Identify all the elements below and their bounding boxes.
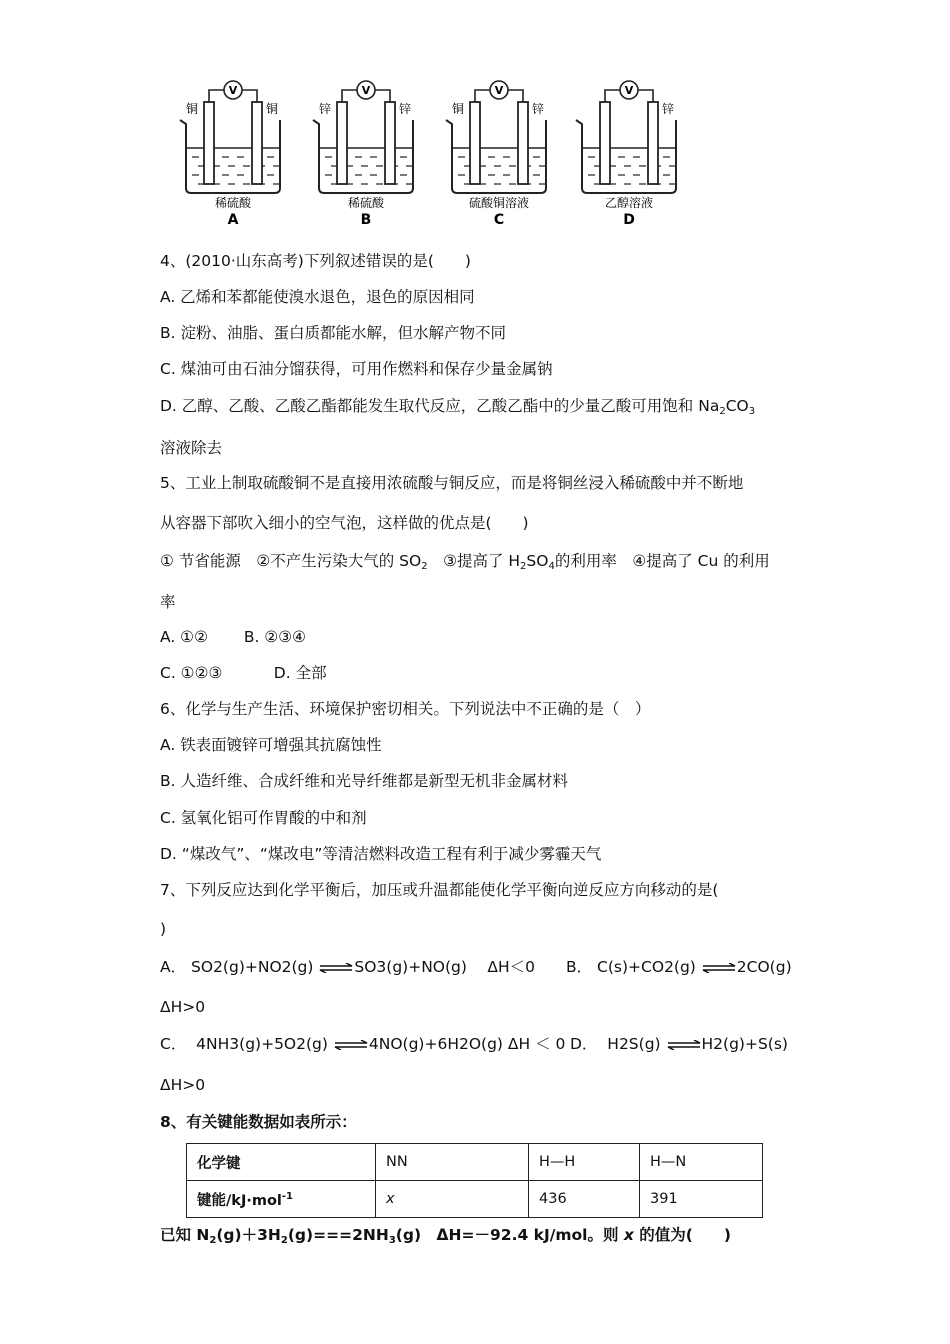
equilibrium-arrow (701, 963, 737, 973)
q7-option-d: D． H2S(g) H2(g)+S(s) (570, 1035, 788, 1053)
panel-letter: B (360, 212, 372, 228)
voltmeter-label: V (494, 84, 504, 97)
wire (475, 90, 490, 102)
panel-letter: D (623, 212, 635, 228)
table-cell: x (376, 1181, 529, 1218)
voltmeter-label: V (624, 84, 634, 97)
electrode-right (648, 102, 658, 184)
electrode-left (470, 102, 480, 184)
q5-options-ab: A. ①② B. ②③④ (160, 628, 307, 646)
q7-stem-line2: ) (160, 920, 167, 938)
q6-option-d: D. “煤改气”、“煤改电”等清洁燃料改造工程有利于减少雾霾天气 (160, 845, 602, 863)
solution-label: 稀硫酸 (214, 196, 252, 210)
q8-given: 已知 $N_2(g)+3H_2(g)===2NH_3(g)$ ΔH=－92.4 kJ/mol。则 x 的值为( ) (160, 1226, 731, 1246)
wire (605, 90, 620, 102)
panel-letter: A (227, 212, 239, 228)
q4-stem: 4、(2010·山东高考)下列叙述错误的是( ) (160, 252, 471, 270)
q6-stem: 6、化学与生产生活、环境保护密切相关。下列说法中不正确的是（ ） (160, 700, 651, 718)
cell-panel-b (313, 81, 413, 228)
table-cell: 391 (640, 1181, 763, 1218)
electrochemistry-figure (0, 0, 950, 235)
q7-option-b-dh: ΔH>0 (160, 998, 206, 1016)
electrode-right-label: 锌 (399, 102, 412, 116)
voltmeter-label: V (361, 84, 371, 97)
q5-options-cd: C. ①②③ D. 全部 (160, 664, 327, 682)
q6-option-a: A. 铁表面镀锌可增强其抗腐蚀性 (160, 736, 382, 754)
q6-option-c: C. 氢氧化铝可作胃酸的中和剂 (160, 809, 367, 827)
cell-panel-a (180, 81, 280, 228)
table-cell: 436 (529, 1181, 640, 1218)
q4-option-b: B. 淀粉、油脂、蛋白质都能水解，但水解产物不同 (160, 324, 506, 342)
electrode-right-label: 铜 (266, 102, 279, 116)
q7-option-c: C． 4NH3(g)+5O2(g) 4NO(g)+6H2O(g) ΔH ＜ 0 (160, 1035, 566, 1053)
wire (638, 90, 653, 102)
electrode-left-label: 铜 (186, 102, 199, 116)
q7-option-d-dh: ΔH>0 (160, 1076, 206, 1094)
q7-option-a: A． SO2(g)+NO2(g) SO3(g)+NO(g) ΔH＜0 (160, 958, 535, 976)
electrode-left-label: 铜 (452, 102, 465, 116)
equilibrium-arrow (333, 1040, 369, 1050)
solution-label: 乙醇溶液 (604, 196, 654, 210)
q5-stem-line2: 从容器下部吹入细小的空气泡，这样做的优点是( ) (160, 514, 529, 532)
q4-option-d-cont: 溶液除去 (160, 439, 223, 457)
q4-option-a: A. 乙烯和苯都能使溴水退色，退色的原因相同 (160, 288, 475, 306)
electrode-right (518, 102, 528, 184)
electrode-left-label: 锌 (319, 102, 332, 116)
cell-panel-c (446, 81, 546, 228)
q8-stem: 8、有关键能数据如表所示： (160, 1113, 357, 1131)
table-row-label: 键能/kJ·mol$^{-1}$ (187, 1181, 376, 1218)
solution-label: 稀硫酸 (347, 196, 385, 210)
electrode-right-label: 锌 (662, 102, 675, 116)
table-row (187, 1144, 763, 1181)
table-row (187, 1181, 763, 1218)
q4-option-d: D. 乙醇、乙酸、乙酸乙酯都能发生取代反应，乙酸乙酯中的少量乙酸可用饱和 $Na_2CO_3$ (160, 397, 756, 417)
q7-stem-line1: 7、下列反应达到化学平衡后，加压或升温都能使化学平衡向逆反应方向移动的是( (160, 881, 719, 899)
q4-option-c: C. 煤油可由石油分馏获得，可用作燃料和保存少量金属钠 (160, 360, 553, 378)
panel-letter: C (493, 212, 505, 228)
table-header-cell: NN (376, 1144, 529, 1181)
q5-choices-cont: 率 (160, 593, 176, 611)
cell-panel-d (576, 81, 676, 228)
electrode-right-label: 锌 (532, 102, 545, 116)
wire (342, 90, 357, 102)
electrode-left (337, 102, 347, 184)
table-header-cell: 化学键 (187, 1144, 376, 1181)
equilibrium-arrow (666, 1040, 702, 1050)
electrode-right (385, 102, 395, 184)
table-header-cell: H—N (640, 1144, 763, 1181)
q7-option-b: B． C(s)+CO2(g) 2CO(g) (566, 958, 792, 976)
bond-energy-table (186, 1143, 763, 1218)
q5-choices: ① 节省能源 ②不产生污染大气的 $SO_2$ ③提高了 $H_2SO_4$的利用率 ④提高了 Cu 的利用 (160, 552, 770, 572)
wire (508, 90, 523, 102)
q5-stem-line1: 5、工业上制取硫酸铜不是直接用浓硫酸与铜反应，而是将铜丝浸入稀硫酸中并不断地 (160, 474, 744, 492)
voltmeter-label: V (228, 84, 238, 97)
electrode-left (600, 102, 610, 184)
electrode-left (204, 102, 214, 184)
electrode-right (252, 102, 262, 184)
wire (209, 90, 224, 102)
q6-option-b: B. 人造纤维、合成纤维和光导纤维都是新型无机非金属材料 (160, 772, 568, 790)
solution-label: 硫酸铜溶液 (468, 196, 530, 210)
equilibrium-arrow (318, 963, 354, 973)
table-header-cell: H—H (529, 1144, 640, 1181)
wire (375, 90, 390, 102)
wire (242, 90, 257, 102)
